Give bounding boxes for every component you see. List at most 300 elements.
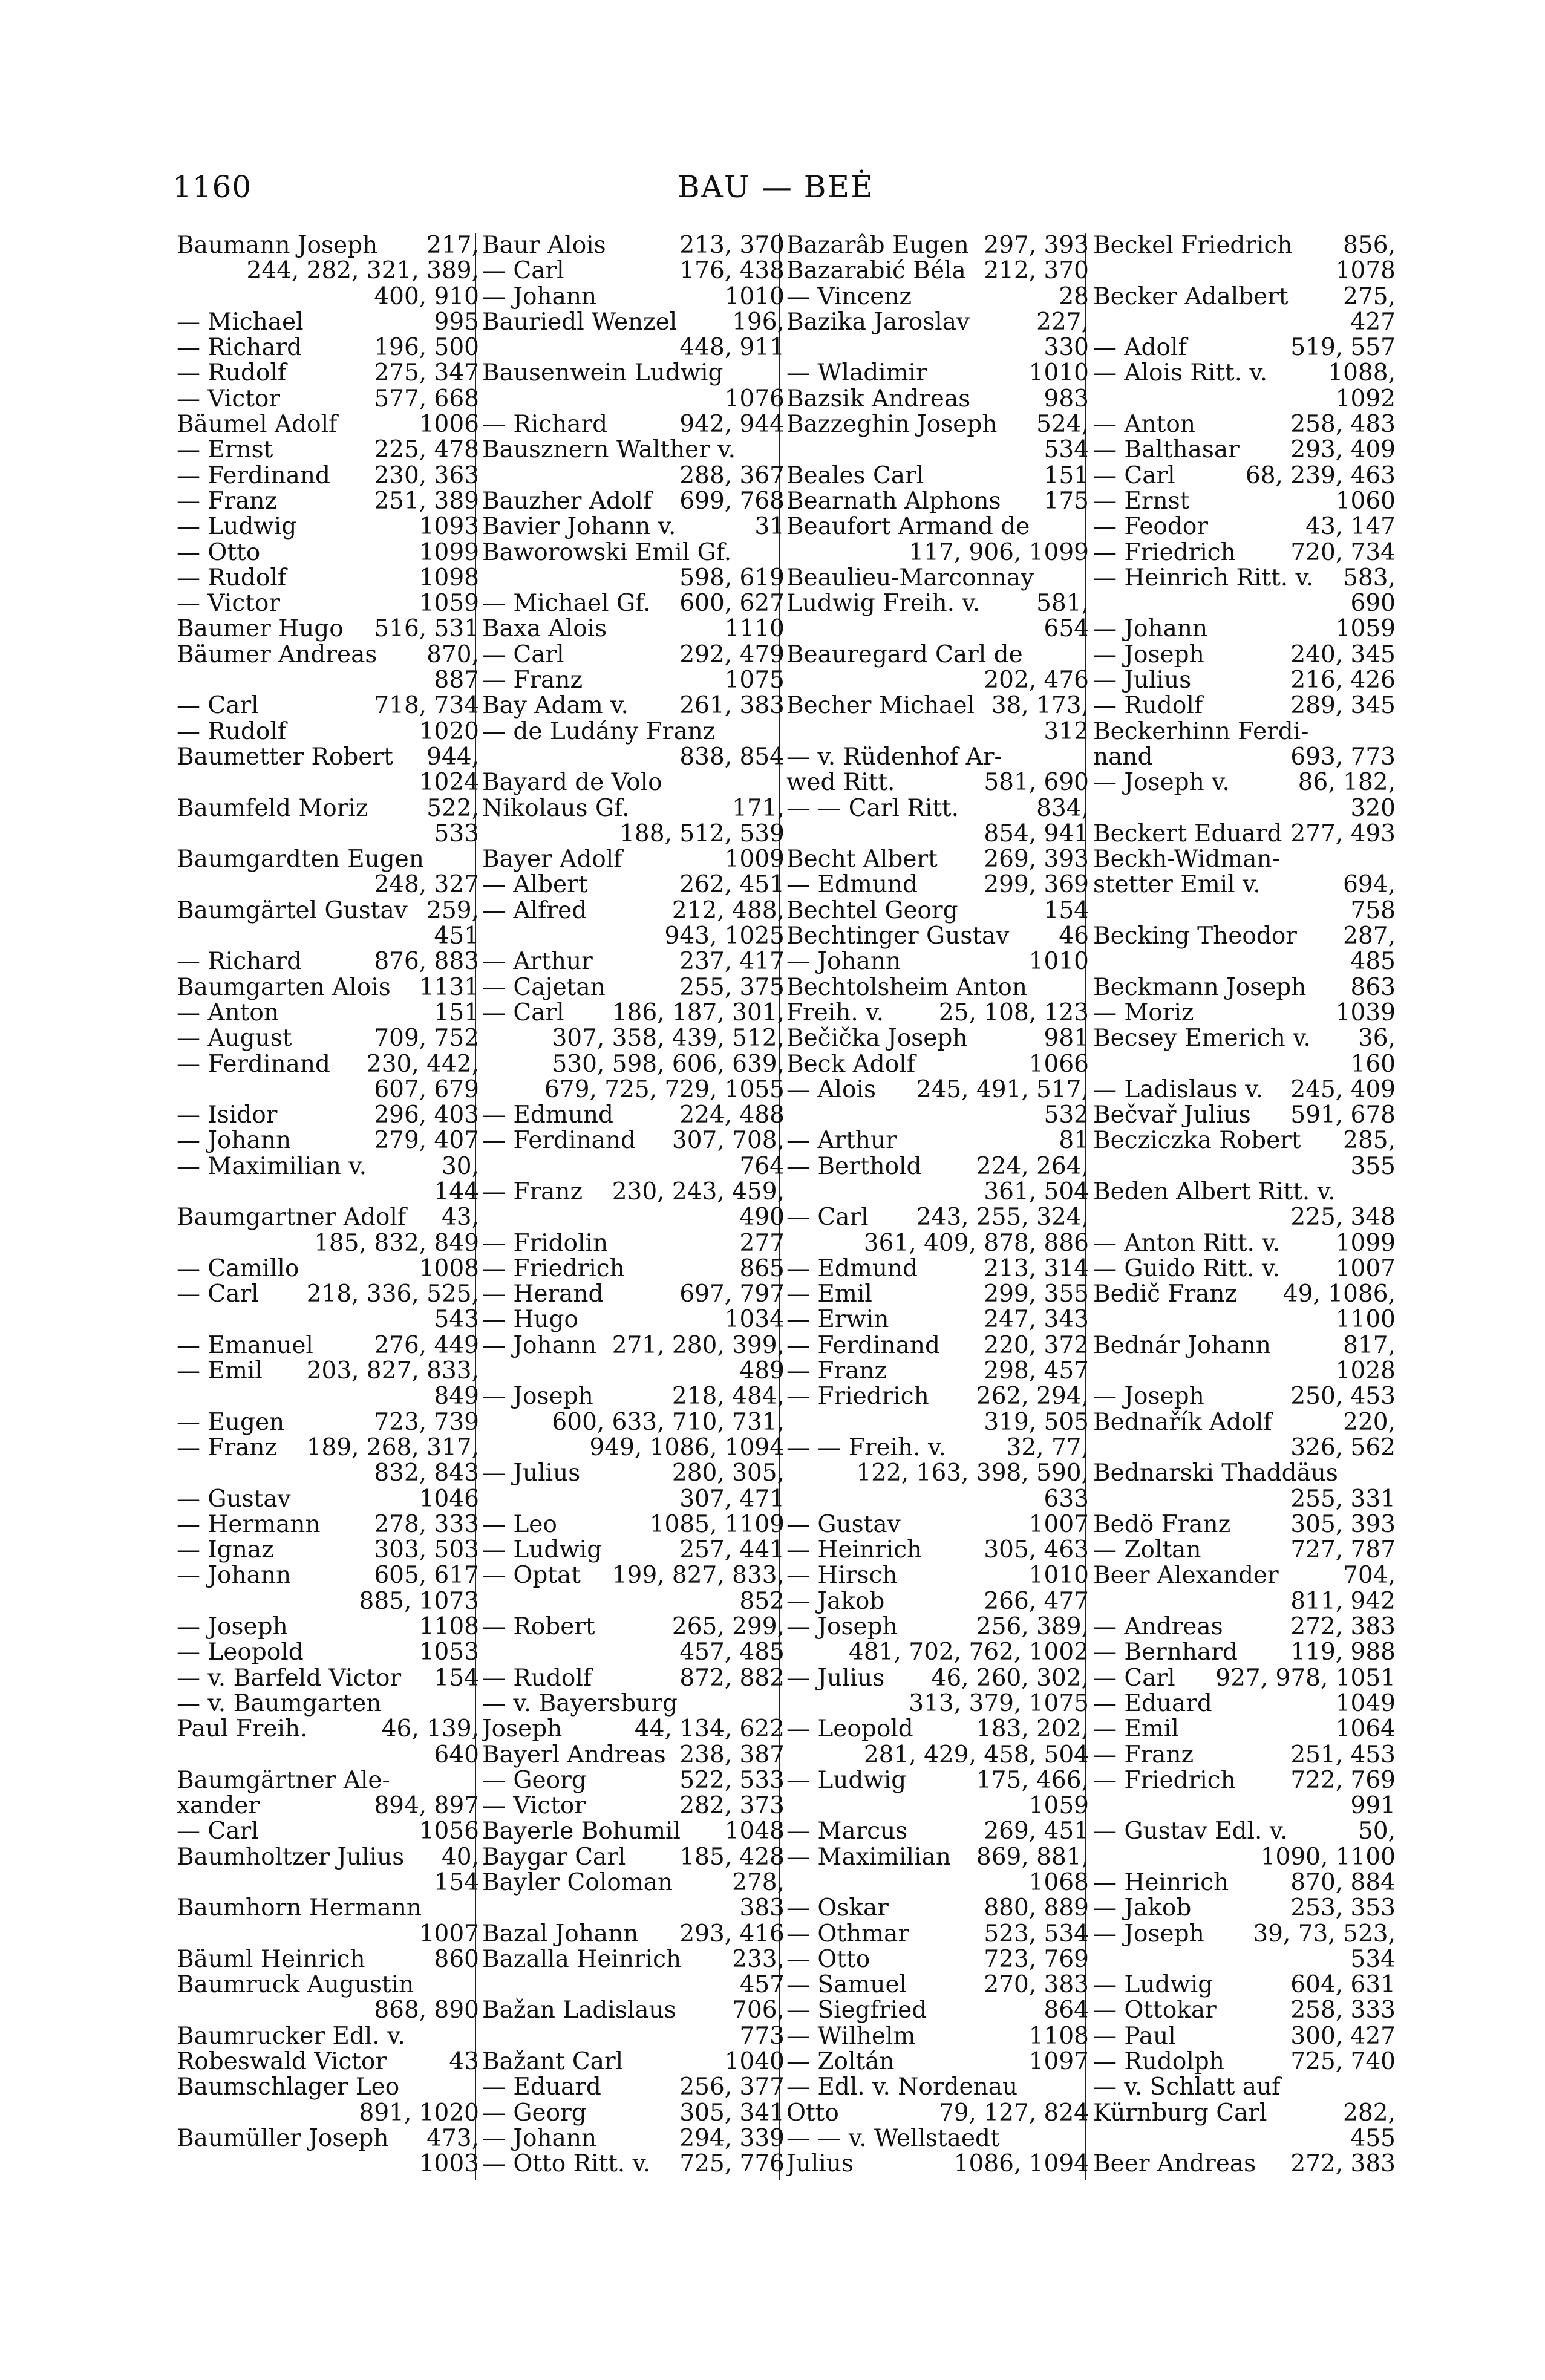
entry-page-numbers: 287, <box>1343 924 1396 950</box>
entry-name: Beckmann Joseph <box>1093 974 1307 1000</box>
index-entry-line <box>786 258 1089 284</box>
entry-page-numbers: 722, 769 <box>1290 1767 1396 1794</box>
entry-page-numbers: 261, 383 <box>679 693 785 719</box>
entry-page-numbers-continued: 330 <box>1044 335 1089 361</box>
entry-name: Bažant Carl <box>482 2049 624 2075</box>
entry-name: — v. Schlatt auf <box>1093 2075 1281 2101</box>
entry-page-numbers: 266, 477 <box>984 1588 1089 1615</box>
entry-page-numbers-continued: 764 <box>739 1153 785 1179</box>
index-entry-line <box>177 1537 479 1563</box>
entry-page-numbers: 1086, 1094 <box>953 2151 1089 2177</box>
index-entry-line <box>482 258 785 284</box>
index-entry-line <box>786 386 1089 412</box>
index-entry-line <box>177 924 479 949</box>
index-entry-line <box>482 1358 785 1384</box>
entry-page-numbers: 516, 531 <box>374 616 479 642</box>
index-entry-line <box>786 1000 1089 1026</box>
index-entry-line <box>482 284 785 310</box>
index-entry-line <box>1093 1640 1396 1665</box>
entry-page-numbers: 257, 441 <box>679 1537 785 1563</box>
index-entry-line <box>1093 386 1396 412</box>
entry-page-numbers: 256, 389, <box>976 1614 1089 1640</box>
index-entry-line <box>1093 693 1396 719</box>
entry-name: — Guido Ritt. v. <box>1093 1256 1280 1282</box>
entry-page-numbers: 251, 453 <box>1290 1742 1396 1768</box>
entry-page-numbers-continued: 832, 843 <box>374 1461 479 1487</box>
index-column-1 <box>177 233 479 2177</box>
index-entry-line <box>786 284 1089 310</box>
entry-page-numbers: 296, 403 <box>374 1103 479 1129</box>
index-entry-line <box>786 463 1089 489</box>
entry-name: — Maximilian <box>786 1844 951 1870</box>
index-entry-line <box>482 1666 785 1691</box>
index-entry-line <box>1093 2101 1396 2126</box>
index-entry-line <box>786 2049 1089 2075</box>
entry-page-numbers: 270, 383 <box>984 1972 1089 1998</box>
index-entry-line <box>177 540 479 566</box>
entry-page-numbers-continued: 307, 358, 439, 512, <box>552 1026 785 1052</box>
index-entry-line <box>177 1077 479 1103</box>
entry-name: — Ludwig <box>177 514 297 540</box>
index-entry-line <box>786 668 1089 693</box>
index-entry-line <box>786 1461 1089 1486</box>
entry-page-numbers: 720, 734 <box>1290 540 1396 566</box>
entry-page-numbers: 1085, 1109 <box>649 1511 785 1538</box>
entry-name: Bavier Johann v. <box>482 514 676 540</box>
index-entry-line <box>177 489 479 514</box>
index-entry-line <box>1093 2075 1396 2100</box>
entry-page-numbers-continued: 607, 679 <box>374 1077 479 1103</box>
index-entry-line <box>1093 1947 1396 1972</box>
index-entry-line <box>1093 924 1396 949</box>
index-column-3 <box>786 233 1089 2177</box>
index-entry-line <box>786 2024 1089 2049</box>
entry-name: Beauregard Carl de <box>786 642 1023 668</box>
entry-page-numbers: 237, 417 <box>679 949 785 975</box>
index-column-4 <box>1093 233 1396 2177</box>
entry-name: — Julius <box>1093 668 1192 694</box>
entry-name: — Maximilian v. <box>177 1153 367 1179</box>
entry-page-numbers: 171, <box>732 795 785 821</box>
entry-name: — Gustav <box>177 1486 291 1512</box>
entry-name: — Edl. v. Nordenau <box>786 2075 1018 2101</box>
entry-page-numbers: 693, 773 <box>1290 744 1396 771</box>
index-entry-line <box>1093 821 1396 847</box>
index-entry-line <box>482 233 785 258</box>
index-entry-line <box>786 412 1089 437</box>
index-entry-line <box>482 1282 785 1307</box>
entry-name: Beckert Eduard <box>1093 821 1282 847</box>
index-entry-line <box>177 310 479 335</box>
entry-page-numbers: 43 <box>449 2049 479 2075</box>
entry-page-numbers: 175, 466, <box>976 1767 1089 1794</box>
entry-name: Becziczka Robert <box>1093 1128 1301 1154</box>
index-entry-line <box>1093 1103 1396 1128</box>
index-entry-line <box>786 1052 1089 1077</box>
entry-page-numbers-continued: 1028 <box>1335 1358 1396 1384</box>
index-entry-line <box>786 1512 1089 1537</box>
entry-name: Robeswald Victor <box>177 2049 387 2075</box>
entry-name: — Wilhelm <box>786 2023 916 2050</box>
entry-name: — Othmar <box>786 1921 910 1947</box>
index-entry-line <box>177 693 479 719</box>
index-entry-line <box>177 1614 479 1640</box>
entry-name: Paul Freih. <box>177 1717 308 1743</box>
entry-name: — Rudolf <box>177 360 287 386</box>
index-entry-line <box>482 1154 785 1179</box>
entry-name: — Ferdinand <box>482 1128 636 1154</box>
page-number: 1160 <box>172 169 252 204</box>
entry-name: — Gustav Edl. v. <box>1093 1819 1288 1845</box>
entry-name: — Camillo <box>177 1256 299 1282</box>
entry-name: Freih. v. <box>786 1000 884 1026</box>
entry-page-numbers-continued: 485 <box>1350 949 1396 975</box>
entry-page-numbers-continued: 530, 598, 606, 639, <box>552 1051 785 1077</box>
entry-name: — Hermann <box>177 1511 321 1538</box>
index-entry-line <box>482 1870 785 1896</box>
entry-page-numbers: 293, 416 <box>679 1921 785 1947</box>
index-entry-line <box>786 2151 1089 2177</box>
entry-page-numbers-continued: 1076 <box>724 386 785 412</box>
index-entry-line <box>786 233 1089 258</box>
index-entry-line <box>1093 566 1396 591</box>
entry-name: — Rudolf <box>1093 693 1203 719</box>
index-entry-line <box>786 1717 1089 1742</box>
index-entry-line <box>482 514 785 540</box>
index-entry-line <box>177 1026 479 1051</box>
entry-name: Julius <box>786 2151 854 2177</box>
index-entry-line <box>482 2151 785 2177</box>
entry-page-numbers: 1131 <box>419 974 479 1000</box>
entry-name: — v. Rüdenhof Ar- <box>786 744 1002 771</box>
entry-name: — Jakob <box>1093 1896 1192 1922</box>
entry-page-numbers-continued: 188, 512, 539 <box>619 821 785 847</box>
entry-name: — Edmund <box>786 1256 918 1282</box>
entry-page-numbers: 217, <box>426 233 479 259</box>
entry-page-numbers: 285, <box>1343 1128 1396 1154</box>
index-entry-line <box>482 360 785 386</box>
entry-page-numbers: 39, 73, 523, <box>1253 1921 1396 1947</box>
entry-page-numbers: 725, 776 <box>679 2151 785 2177</box>
index-entry-line <box>1093 412 1396 437</box>
entry-page-numbers: 255, 375 <box>679 974 785 1000</box>
index-entry-line <box>786 1743 1089 1768</box>
entry-name: Bayerl Andreas <box>482 1742 666 1768</box>
index-entry-line <box>786 540 1089 566</box>
entry-page-numbers: 1010 <box>1028 1563 1089 1589</box>
entry-name: — Rudolf <box>482 1665 592 1691</box>
index-entry-line <box>1093 1026 1396 1051</box>
index-entry-line <box>482 872 785 898</box>
entry-page-numbers-continued: 307, 471 <box>679 1486 785 1512</box>
entry-name: Bayler Coloman <box>482 1870 673 1896</box>
index-entry-line <box>1093 284 1396 310</box>
index-entry-line <box>786 591 1089 616</box>
entry-name: — Paul <box>1093 2023 1176 2050</box>
entry-page-numbers: 43, <box>441 1205 479 1231</box>
entry-page-numbers: 220, <box>1343 1409 1396 1435</box>
index-entry-line <box>482 2075 785 2100</box>
entry-name: — Ludwig <box>1093 1972 1213 1998</box>
index-entry-line <box>177 1896 479 1921</box>
entry-name: — Ernst <box>177 437 273 463</box>
entry-page-numbers: 894, 897 <box>374 1793 479 1819</box>
index-entry-line <box>177 335 479 360</box>
index-entry-line <box>786 1922 1089 1947</box>
index-entry-line <box>786 924 1089 949</box>
entry-name: Bednařík Adolf <box>1093 1409 1272 1435</box>
entry-page-numbers: 282, <box>1343 2100 1396 2126</box>
index-entry-line <box>1093 1333 1396 1358</box>
entry-name: Kürnburg Carl <box>1093 2100 1267 2126</box>
entry-name: — — v. Wellstaedt <box>786 2125 1000 2152</box>
entry-name: Becht Albert <box>786 847 938 873</box>
index-entry-line <box>1093 1487 1396 1512</box>
entry-name: — Carl <box>1093 1665 1175 1691</box>
index-entry-line <box>177 1589 479 1614</box>
index-entry-line <box>786 719 1089 745</box>
entry-page-numbers-continued: 773 <box>739 2023 785 2050</box>
index-entry-line <box>1093 1512 1396 1537</box>
entry-page-numbers-continued: 451 <box>434 924 479 950</box>
entry-page-numbers-continued: 122, 163, 398, 590, <box>856 1461 1089 1487</box>
entry-name: wed Ritt. <box>786 770 895 796</box>
entry-page-numbers: 1020 <box>419 719 479 745</box>
entry-name: — Richard <box>177 949 302 975</box>
entry-name: — Ladislaus v. <box>1093 1077 1264 1103</box>
entry-page-numbers: 869, 881, <box>976 1844 1089 1870</box>
entry-page-numbers: 1009 <box>724 847 785 873</box>
entry-page-numbers: 981 <box>1044 1026 1089 1052</box>
entry-page-numbers: 942, 944 <box>679 412 785 438</box>
index-entry-line <box>177 566 479 591</box>
entry-page-numbers: 297, 393 <box>984 233 1089 259</box>
entry-page-numbers: 277 <box>739 1230 785 1256</box>
index-entry-line <box>177 1103 479 1128</box>
entry-name: Beck Adolf <box>786 1051 916 1077</box>
entry-name: — — Freih. v. <box>786 1435 946 1461</box>
index-entry-line <box>482 1487 785 1512</box>
entry-page-numbers-continued: 943, 1025 <box>664 924 785 950</box>
index-entry-line <box>786 616 1089 642</box>
entry-name: Baworowski Emil Gf. <box>482 540 732 566</box>
entry-name: Baumhorn Hermann <box>177 1896 422 1922</box>
index-entry-line <box>786 360 1089 386</box>
index-entry-line <box>1093 2024 1396 2049</box>
entry-name: Bazika Jaroslav <box>786 309 970 336</box>
index-entry-line <box>482 1077 785 1103</box>
index-entry-line <box>482 924 785 949</box>
entry-name: Bazarabić Béla <box>786 258 966 284</box>
entry-page-numbers: 944, <box>426 744 479 771</box>
index-entry-line <box>482 642 785 668</box>
entry-page-numbers: 1110 <box>724 616 785 642</box>
entry-name: — Alois <box>786 1077 877 1103</box>
entry-name: Bedič Franz <box>1093 1282 1238 1308</box>
index-entry-line <box>177 1282 479 1307</box>
index-entry-line <box>482 668 785 693</box>
entry-name: — Zoltan <box>1093 1537 1201 1563</box>
entry-page-numbers: 119, 988 <box>1290 1640 1396 1666</box>
entry-name: Bazzeghin Joseph <box>786 412 998 438</box>
index-entry-line <box>1093 1793 1396 1819</box>
entry-page-numbers: 1098 <box>419 565 479 592</box>
index-entry-line <box>482 489 785 514</box>
index-entry-line <box>177 437 479 463</box>
entry-page-numbers: 995 <box>434 309 479 336</box>
entry-name: — Friedrich <box>786 1384 929 1410</box>
entry-name: — Siegfried <box>786 1998 927 2024</box>
index-entry-line <box>177 872 479 898</box>
index-entry-line <box>177 233 479 258</box>
entry-page-numbers: 213, 370 <box>679 233 785 259</box>
entry-page-numbers: 289, 345 <box>1290 693 1396 719</box>
index-entry-line <box>177 1563 479 1588</box>
entry-name: Bazarâb Eugen <box>786 233 969 259</box>
entry-name: Beaufort Armand de <box>786 514 1030 540</box>
entry-page-numbers-continued: 679, 725, 729, 1055 <box>544 1077 785 1103</box>
entry-page-numbers-continued: 1059 <box>1028 1793 1089 1819</box>
index-entry-line <box>786 1282 1089 1307</box>
entry-page-numbers: 262, 451 <box>679 872 785 898</box>
index-entry-line <box>1093 1205 1396 1230</box>
entry-name: Bednár Johann <box>1093 1332 1271 1359</box>
entry-name: — Joseph <box>1093 642 1204 668</box>
entry-page-numbers: 1010 <box>1028 360 1089 386</box>
index-entry-line <box>177 360 479 386</box>
index-entry-line <box>177 949 479 974</box>
index-entry-line <box>482 1614 785 1640</box>
entry-page-numbers-continued: 854, 941 <box>984 821 1089 847</box>
index-entry-line <box>1093 745 1396 770</box>
entry-name: Joseph <box>482 1717 563 1743</box>
index-entry-line <box>1093 1461 1396 1486</box>
entry-name: — Joseph v. <box>1093 770 1230 796</box>
index-entry-line <box>1093 1768 1396 1793</box>
index-entry-line <box>786 745 1089 770</box>
entry-name: — Otto <box>177 540 261 566</box>
entry-page-numbers: 723, 769 <box>984 1946 1089 1973</box>
entry-page-numbers: 697, 797 <box>679 1282 785 1308</box>
index-entry-line <box>1093 1563 1396 1588</box>
entry-page-numbers: 1034 <box>724 1307 785 1333</box>
index-entry-line <box>177 1793 479 1819</box>
index-entry-line <box>482 1998 785 2023</box>
entry-page-numbers: 292, 479 <box>679 642 785 668</box>
entry-name: Bazsik Andreas <box>786 386 971 412</box>
entry-page-numbers: 269, 393 <box>984 847 1089 873</box>
entry-name: — Joseph <box>177 1614 288 1640</box>
entry-page-numbers: 253, 353 <box>1290 1896 1396 1922</box>
index-entry-line <box>177 719 479 745</box>
index-entry-line <box>482 1947 785 1972</box>
index-entry-line <box>1093 437 1396 463</box>
entry-name: — de Ludány Franz <box>482 719 716 745</box>
index-entry-line <box>177 1179 479 1205</box>
index-entry-line <box>1093 1128 1396 1153</box>
index-entry-line <box>786 1256 1089 1282</box>
index-entry-line <box>177 1410 479 1435</box>
entry-page-numbers-continued: 891, 1020 <box>359 2100 479 2126</box>
entry-name: — — Carl Ritt. <box>786 795 959 821</box>
entry-page-numbers: 1059 <box>419 591 479 617</box>
entry-page-numbers-continued: 427 <box>1350 309 1396 336</box>
index-entry-line <box>482 2024 785 2049</box>
entry-page-numbers: 46 <box>1059 924 1089 950</box>
index-entry-line <box>482 540 785 566</box>
entry-name: — Isidor <box>177 1103 278 1129</box>
index-entry-line <box>482 1052 785 1077</box>
entry-name: — Samuel <box>786 1972 907 1998</box>
index-entry-line <box>786 847 1089 872</box>
index-entry-line <box>177 1768 479 1793</box>
index-entry-line <box>482 898 785 924</box>
entry-page-numbers: 185, 428 <box>679 1844 785 1870</box>
index-entry-line <box>1093 1000 1396 1026</box>
entry-name: Bazalla Heinrich <box>482 1946 682 1973</box>
entry-name: Bäumer Andreas <box>177 642 377 668</box>
index-entry-line <box>1093 1614 1396 1640</box>
index-entry-line <box>786 335 1089 360</box>
entry-name: — Vincenz <box>786 284 912 310</box>
entry-name: — Johann <box>786 949 901 975</box>
entry-page-numbers: 189, 268, 317, <box>306 1435 479 1461</box>
entry-name: — Otto Ritt. v. <box>482 2151 651 2177</box>
entry-name: — Joseph <box>786 1614 898 1640</box>
entry-name: — Eugen <box>177 1409 285 1435</box>
index-entry-line <box>482 1333 785 1358</box>
entry-page-numbers: 1075 <box>724 668 785 694</box>
index-entry-line <box>786 770 1089 795</box>
index-entry-line <box>786 1666 1089 1691</box>
index-entry-line <box>177 745 479 770</box>
index-entry-line <box>786 1845 1089 1870</box>
entry-name: Bayard de Volo <box>482 770 662 796</box>
index-entry-line <box>482 386 785 412</box>
index-entry-line <box>482 591 785 616</box>
entry-page-numbers: 299, 369 <box>984 872 1089 898</box>
entry-page-numbers: 196, <box>732 309 785 336</box>
entry-page-numbers-continued: 838, 854 <box>679 744 785 771</box>
index-entry-line <box>482 975 785 1000</box>
index-entry-line <box>786 489 1089 514</box>
entry-page-numbers: 276, 449 <box>374 1332 479 1359</box>
index-entry-line <box>786 2075 1089 2100</box>
entry-page-numbers: 224, 488 <box>679 1103 785 1129</box>
entry-page-numbers: 864 <box>1044 1998 1089 2024</box>
entry-name: — Richard <box>482 412 608 438</box>
index-entry-line <box>1093 1384 1396 1409</box>
index-entry-line <box>482 1179 785 1205</box>
entry-name: — Andreas <box>1093 1614 1223 1640</box>
index-entry-line <box>786 975 1089 1000</box>
index-entry-line <box>177 616 479 642</box>
entry-name: — Hirsch <box>786 1563 898 1589</box>
entry-page-numbers: 38, 173, <box>991 693 1089 719</box>
index-entry-line <box>786 949 1089 974</box>
entry-page-numbers-continued: 144 <box>434 1179 479 1205</box>
index-entry-line <box>786 1410 1089 1435</box>
index-entry-line <box>177 1461 479 1486</box>
index-entry-line <box>1093 1922 1396 1947</box>
index-entry-line <box>177 1333 479 1358</box>
entry-name: Beer Andreas <box>1093 2151 1256 2177</box>
entry-page-numbers: 32, 77, <box>1006 1435 1089 1461</box>
entry-name: — Balthasar <box>1093 437 1240 463</box>
entry-name: — Ferdinand <box>786 1332 940 1359</box>
index-entry-line <box>1093 898 1396 924</box>
index-entry-line <box>1093 1972 1396 1998</box>
